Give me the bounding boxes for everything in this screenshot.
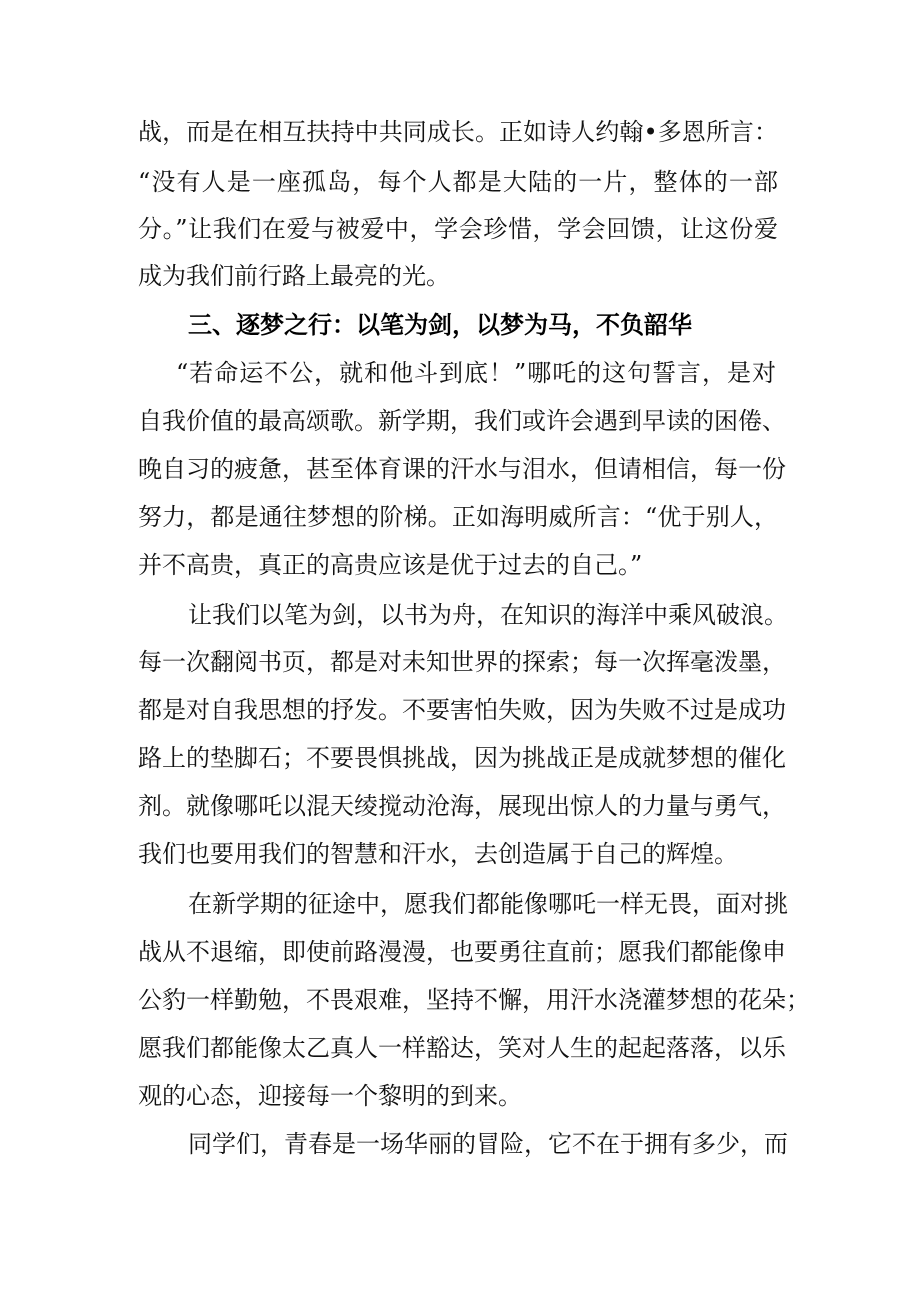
text-line: 努力，都是通往梦想的阶梯。正如海明威所言：“优于别人， — [138, 503, 778, 531]
text-line: 战，而是在相互扶持中共同成长。正如诗人约翰•多恩所言： — [138, 118, 778, 146]
text-line: 成为我们前行路上最亮的光。 — [138, 262, 450, 290]
text-line: 在新学期的征途中，愿我们都能像哪吒一样无畏，面对挑 — [188, 890, 788, 918]
text-line: 同学们，青春是一场华丽的冒险，它不在于拥有多少，而 — [188, 1130, 788, 1158]
text-line: 愿我们都能像太乙真人一样豁达，笑对人生的起起落落，以乐 — [138, 1034, 786, 1062]
section-heading: 三、逐梦之行：以笔为剑，以梦为马，不负韶华 — [188, 310, 692, 339]
text-line: “若命运不公，就和他斗到底！”哪吒的这句誓言，是对 — [176, 359, 776, 387]
text-line: 都是对自我思想的抒发。不要害怕失败，因为失败不过是成功 — [138, 696, 786, 724]
text-line: 让我们以笔为剑，以书为舟，在知识的海洋中乘风破浪。 — [188, 601, 788, 629]
text-line: 观的心态，迎接每一个黎明的到来。 — [138, 1082, 522, 1110]
text-line: 并不高贵，真正的高贵应该是优于过去的自己。” — [138, 551, 643, 579]
text-line: “没有人是一座孤岛，每个人都是大陆的一片，整体的一部 — [138, 168, 778, 196]
text-line: 晚自习的疲惫，甚至体育课的汗水与泪水，但请相信，每一份 — [138, 455, 786, 483]
text-line: 我们也要用我们的智慧和汗水，去创造属于自己的辉煌。 — [138, 840, 738, 868]
text-line: 剂。就像哪吒以混天绫搅动沧海，展现出惊人的力量与勇气， — [138, 792, 786, 820]
text-line: 分。”让我们在爱与被爱中，学会珍惜，学会回馈，让这份爱 — [138, 215, 778, 243]
text-line: 战从不退缩，即使前路漫漫，也要勇往直前；愿我们都能像申 — [138, 938, 786, 966]
text-line: 自我价值的最高颂歌。新学期，我们或许会遇到早读的困倦、 — [138, 407, 786, 435]
text-line: 路上的垫脚石；不要畏惧挑战，因为挑战正是成就梦想的催化 — [138, 744, 786, 772]
text-line: 公豹一样勤勉，不畏艰难，坚持不懈，用汗水浇灌梦想的花朵； — [138, 986, 810, 1014]
text-line: 每一次翻阅书页，都是对未知世界的探索；每一次挥毫泼墨， — [138, 648, 786, 676]
